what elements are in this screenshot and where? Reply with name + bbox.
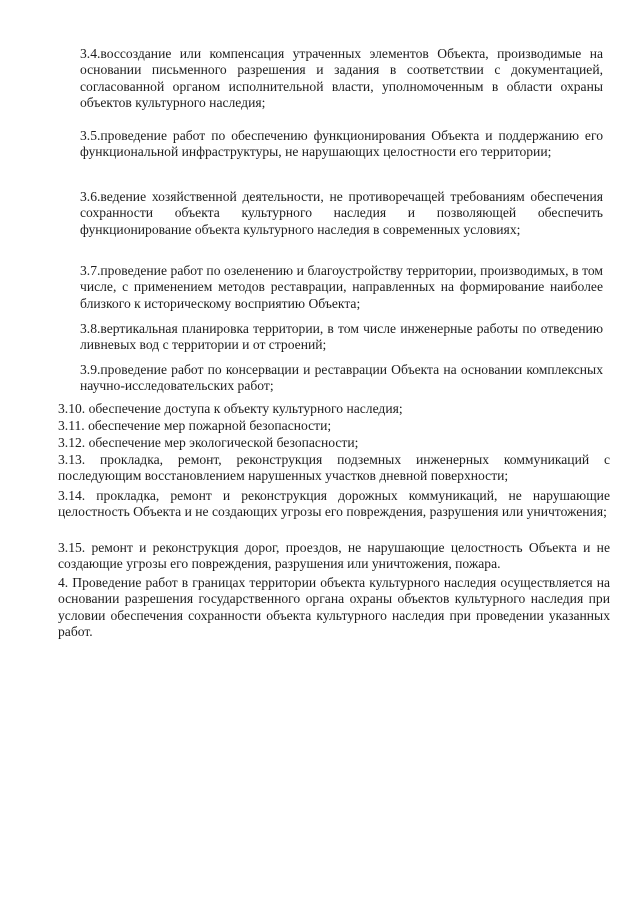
clause-3-10: 3.10. обеспечение доступа к объекту культурного наследия; [58,401,403,416]
clause-3-9: 3.9.проведение работ по консервации и реставрации Объекта на основании комплексных научно-исследовательских работ; [80,362,603,394]
clause-3-12: 3.12. обеспечение мер экологической безопасности; [58,435,359,450]
clause-3-14: 3.14. прокладка, ремонт и реконструкция дорожных коммуникаций, не нарушающие целостность Объекта и не создающих угрозы его повреждения, разрушения или уничтожения; [58,488,610,520]
clause-3-5: 3.5.проведение работ по обеспечению функционирования Объекта и поддержанию его функциональной инфраструктуры, не нарушающих целостности его территории; [80,128,603,160]
clause-3-11: 3.11. обеспечение мер пожарной безопасности; [58,418,332,433]
clause-3-4: 3.4.воссоздание или компенсация утраченных элементов Объекта, производимые на основании письменного разрешения и задания в соответствии с документацией, согласованной органом исполнительной власти, уполномоченным в области охраны объектов культурного наследия; [80,46,603,111]
clause-3-15: 3.15. ремонт и реконструкция дорог, проездов, не нарушающие целостность Объекта и не создающие угрозы его повреждения, разрушения или уничтожения, пожара. [58,540,610,572]
clause-3-6: 3.6.ведение хозяйственной деятельности, не противоречащей требованиям обеспечения сохранности объекта культурного наследия и позволяющей обеспечить функционирование объекта культурного наследия в современных условиях; [80,189,603,237]
clause-3-8: 3.8.вертикальная планировка территории, в том числе инженерные работы по отведению ливневых вод с территории и от строений; [80,321,603,353]
clause-3-13: 3.13. прокладка, ремонт, реконструкция подземных инженерных коммуникаций с последующим восстановлением нарушенных участков дневной поверхности; [58,452,610,484]
clause-4: 4. Проведение работ в границах территории объекта культурного наследия осуществляется на основании разрешения государственного органа охраны объектов культурного наследия при условии обеспечения сохранности объекта культурного наследия при проведении указанных работ. [58,575,610,640]
clause-3-7: 3.7.проведение работ по озеленению и благоустройству территории, производимых, в том числе, с применением методов реставрации, направленных на формирование наиболее близкого к историческому восприятию Объекта; [80,263,603,311]
